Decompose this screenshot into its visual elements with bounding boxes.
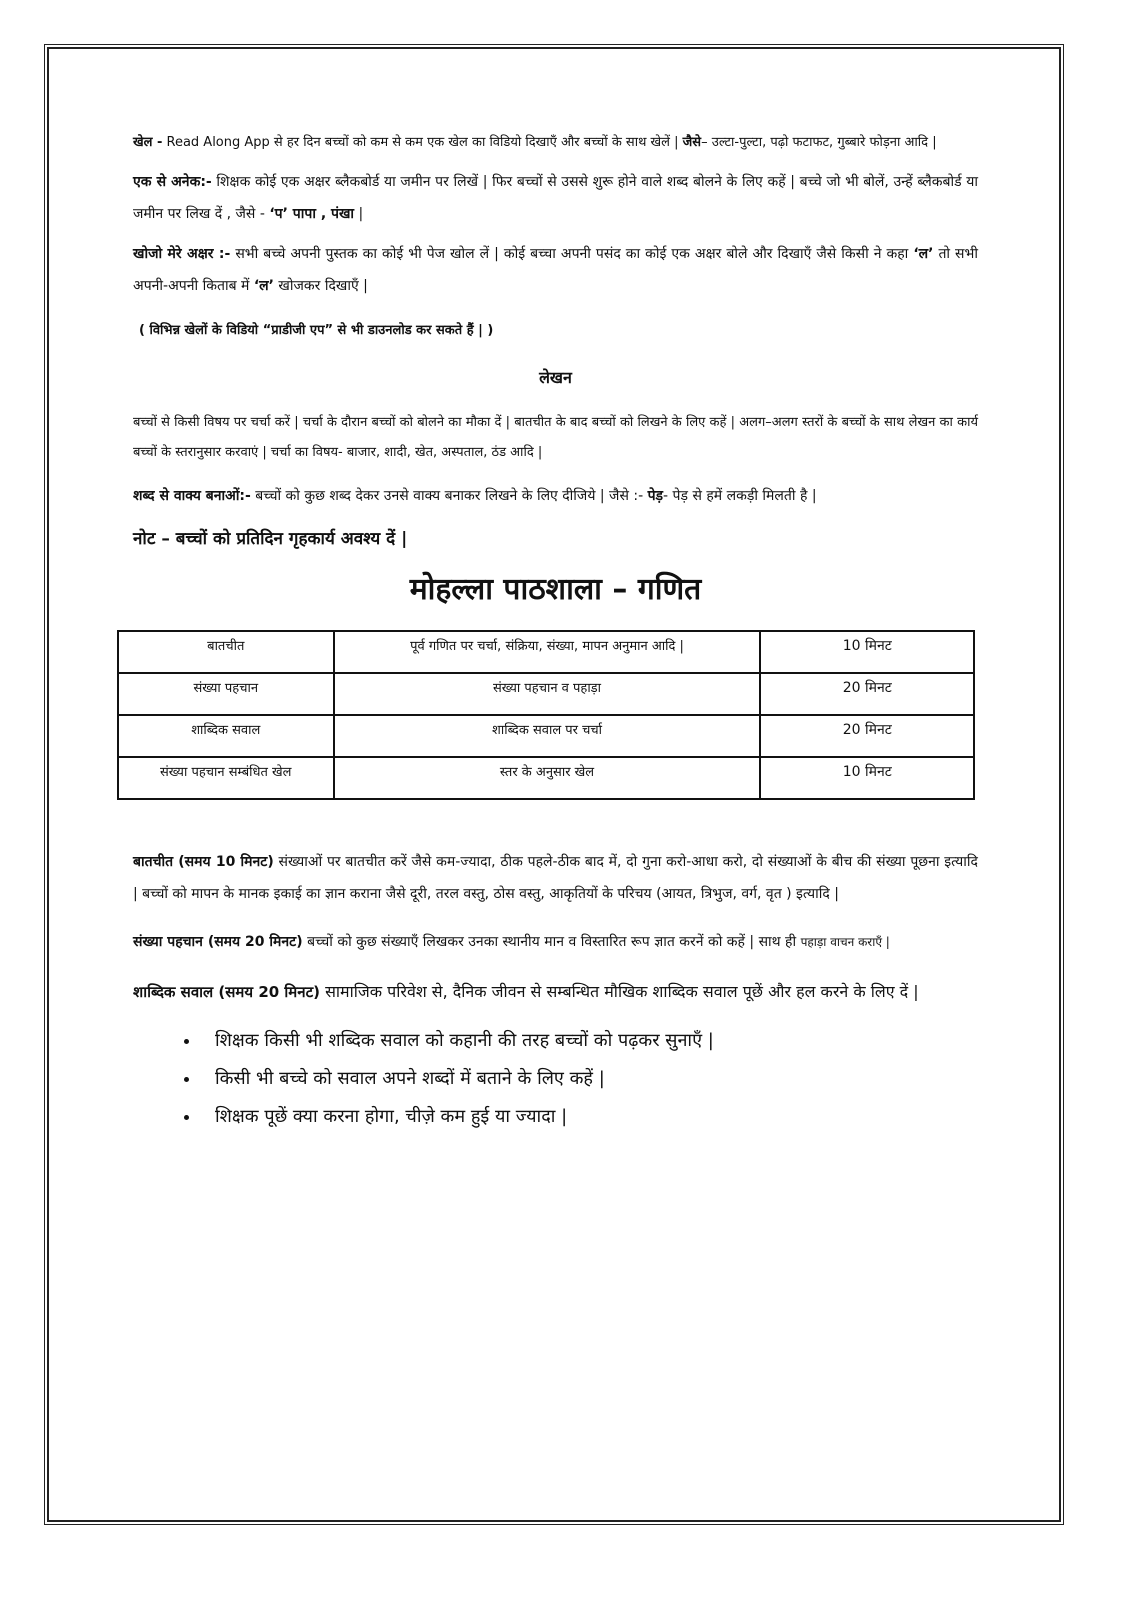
ek-se-anek-text: शिक्षक कोई एक अक्षर ब्लैकबोर्ड या जमीन पर लिखें | फिर बच्चों से उससे शुरू होने वाले शब्द बोलने के लिए कहें | बच्चे जो भी बोलें, उन्हें ब्लैकबोर्ड या जमीन पर लिख दें , जैसे - <box>133 174 978 222</box>
khojo-text: सभी बच्चे अपनी पुस्तक का कोई भी पेज खोल लें | कोई बच्चा अपनी पसंद का कोई एक अक्षर बोले और दिखाएँ जैसे किसी ने कहा <box>230 246 914 262</box>
khojo-letter-2: ‘ल’ <box>253 278 274 294</box>
paragraph-shabd-se-vakya <box>133 480 978 512</box>
table-cell-activity: शाब्दिक सवाल <box>118 715 334 757</box>
videos-note-text: ( विभिन्न खेलों के विडियो “प्राडीजी एप” से भी डाउनलोड कर सकते हैं | ) <box>139 323 494 338</box>
khojo-letter-1: ‘ल’ <box>913 246 934 262</box>
ek-se-anek-example: ‘प’ पापा , पंखा <box>269 206 355 222</box>
table-row <box>118 673 974 715</box>
list-item: • शिक्षक पूछें क्या करना होगा, चीज़े कम हुई या ज्यादा | <box>201 1098 978 1136</box>
khel-label: खेल - <box>133 135 163 150</box>
paragraph-baatcheet <box>133 846 978 910</box>
shabdik-text: सामाजिक परिवेश से, दैनिक जीवन से सम्बन्धित मौखिक शाब्दिक सवाल पूछें और हल करने के लिए दें | <box>320 982 919 1001</box>
khojo-text-3: खोजकर दिखाएँ | <box>273 278 368 294</box>
sankhya-label: संख्या पहचान (समय 20 मिनट) <box>133 934 303 950</box>
ek-se-anek-label: एक से अनेक:- <box>133 174 212 190</box>
sankhya-small-text: पहाड़ा वाचन कराएँ | <box>800 935 890 949</box>
videos-note <box>133 316 978 346</box>
list-item: • शिक्षक किसी भी शब्दिक सवाल को कहानी की तरह बच्चों को पढ़कर सुनाएँ | <box>201 1022 978 1060</box>
table-cell-time: 20 मिनट <box>760 715 974 757</box>
khel-example-text: – उल्टा-पुल्टा, पढ़ो फटाफट, गुब्बारे फोड़ना आदि | <box>701 135 937 150</box>
table-cell-activity: संख्या पहचान <box>118 673 334 715</box>
ek-se-anek-end: | <box>354 206 364 222</box>
table-cell-activity: संख्या पहचान सम्बंधित खेल <box>118 757 334 799</box>
khojo-label: खोजो मेरे अक्षर :- <box>133 246 231 262</box>
khel-example-label: जैसे <box>682 135 702 150</box>
table-cell-detail: संख्या पहचान व पहाड़ा <box>334 673 761 715</box>
lekhan-heading: लेखन <box>539 368 572 387</box>
paragraph-lekhan: बच्चों से किसी विषय पर चर्चा करें | चर्चा के दौरान बच्चों को बोलने का मौका दें | बातचीत के बाद बच्चों को लिखने के लिए कहें | अलग–अलग स्तरों के बच्चों के साथ लेखन का कार्य बच्चों के स्तरानुसार करवाएं | चर्चा का विषय- बाजार, शादी, खेत, अस्पताल, ठंड आदि | <box>133 415 978 460</box>
shabd-example-label: पेड़ <box>647 488 664 504</box>
table-row <box>118 631 974 673</box>
table-cell-detail: पूर्व गणित पर चर्चा, संक्रिया, संख्या, मापन अनुमान आदि | <box>334 631 761 673</box>
shabdik-label: शाब्दिक सवाल (समय 20 मिनट) <box>133 983 321 1001</box>
paragraph-ek-se-anek <box>133 166 978 230</box>
math-schedule-table <box>117 630 975 800</box>
table-row <box>118 715 974 757</box>
shabd-example-text: - पेड़ से हमें लकड़ी मिलती है | <box>663 488 817 504</box>
document-content <box>133 128 978 1136</box>
homework-note: नोट – बच्चों को प्रतिदिन गृहकार्य अवश्य दें | <box>133 529 408 549</box>
bullet-list <box>133 1022 978 1136</box>
paragraph-shabdik-sawal <box>133 974 978 1010</box>
table-cell-detail: स्तर के अनुसार खेल <box>334 757 761 799</box>
baatcheet-label: बातचीत (समय 10 मिनट) <box>133 854 274 870</box>
sankhya-text: बच्चों को कुछ संख्याएँ लिखकर उनका स्थानीय मान व विस्तारित रूप ज्ञात करनें को कहें | साथ ही <box>302 934 801 950</box>
paragraph-sankhya-pehchan <box>133 926 978 958</box>
paragraph-khojo <box>133 238 978 302</box>
table-cell-time: 20 मिनट <box>760 673 974 715</box>
shabd-label: शब्द से वाक्य बनाओं:- <box>133 488 251 504</box>
list-item: • किसी भी बच्चे को सवाल अपने शब्दों में बताने के लिए कहें | <box>201 1060 978 1098</box>
math-heading: मोहल्ला पाठशाला – गणित <box>409 572 702 607</box>
khojo-text-2: तो सभी अपनी-अपनी किताब में <box>133 246 978 294</box>
paragraph-khel <box>133 128 978 158</box>
table-cell-detail: शाब्दिक सवाल पर चर्चा <box>334 715 761 757</box>
shabd-text: बच्चों को कुछ शब्द देकर उनसे वाक्य बनाकर लिखने के लिए दीजिये | जैसे :- <box>250 488 648 504</box>
table-cell-time: 10 मिनट <box>760 631 974 673</box>
baatcheet-text: संख्याओं पर बातचीत करें जैसे कम-ज्यादा, ठीक पहले-ठीक बाद में, दो गुना करो-आधा करो, दो संख्याओं के बीच की संख्या पूछना इत्यादि | बच्चों को मापन के मानक इकाई का ज्ञान कराना जैसे दूरी, तरल वस्तु, ठोस वस्तु, आकृतियों के परिचय (आयत, त्रिभुज, वर्ग, वृत ) इत्यादि | <box>133 854 978 902</box>
table-row <box>118 757 974 799</box>
table-cell-activity: बातचीत <box>118 631 334 673</box>
khel-text: Read Along App से हर दिन बच्चों को कम से कम एक खेल का विडियो दिखाएँ और बच्चों के साथ खेलें | <box>162 135 683 150</box>
table-cell-time: 10 मिनट <box>760 757 974 799</box>
